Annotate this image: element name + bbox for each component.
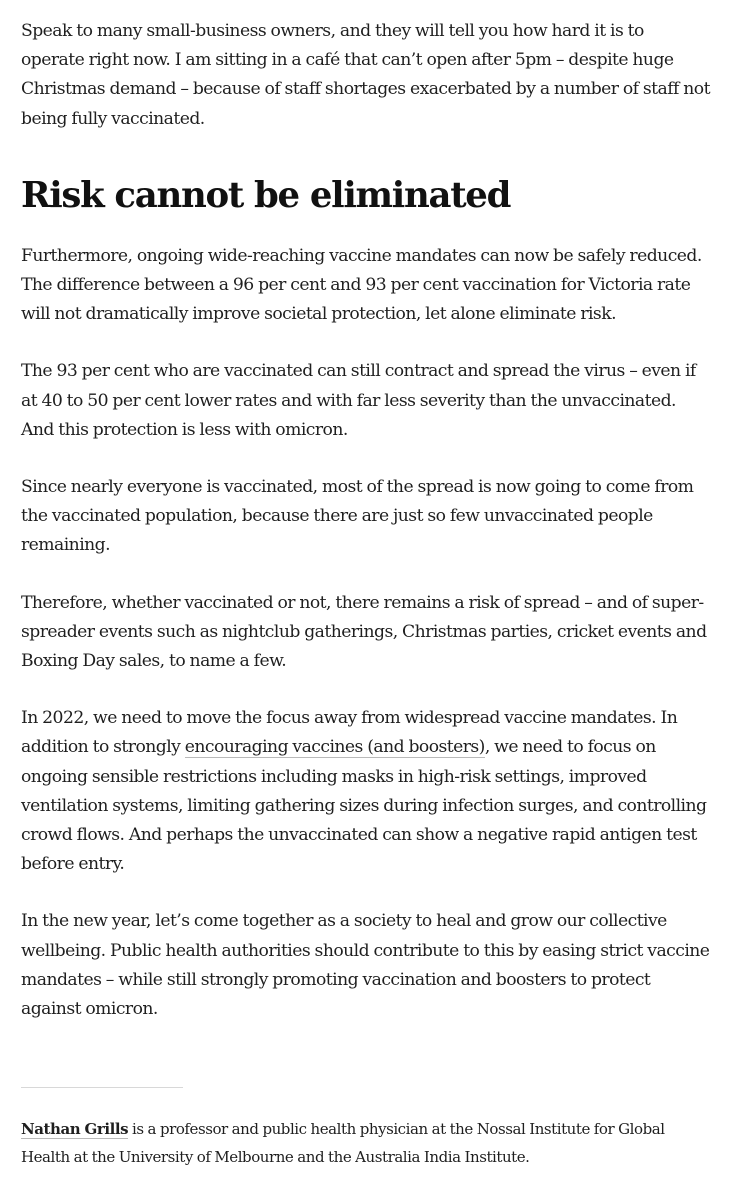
encouraging-vaccines-link[interactable]: encouraging vaccines (and boosters)	[184, 737, 485, 758]
closing-paragraph: In the new year, let’s come together as a society to heal and grow our collective wellbeing. Public health authorities should contribute to this by easing strict vaccine mandates – while still strongly promoting vaccination and boosters to protect against omicron.	[21, 911, 710, 1020]
author-name-link[interactable]: Nathan Grills	[21, 1120, 129, 1138]
article-body	[21, 17, 711, 1052]
section-heading: Risk cannot be eliminated	[21, 174, 511, 216]
intro-paragraph: Speak to many small-business owners, and they will tell you how hard it is to operate right now. I am sitting in a café that can’t open after 5pm – despite huge Christmas demand – because of staff shortages exacerbated by a number of staff not being fully vaccinated.	[21, 21, 710, 129]
body-paragraph: Since nearly everyone is vaccinated, most of the spread is now going to come from the vaccinated population, because there are just so few unvaccinated people remaining.	[21, 477, 694, 556]
focus-paragraph	[21, 704, 711, 879]
author-bio-text: is a professor and public health physician at the Nossal Institute for Global Health at the University of Melbourne and the Australia India Institute.	[21, 1120, 665, 1166]
focus-text-after-link: , we need to focus on ongoing sensible restrictions including masks in high-risk settings, improved ventilation systems, limiting gathering sizes during infection surges, and controlling crowd flows. And perhaps the unvaccinated can show a negative rapid antigen test before entry.	[21, 737, 707, 875]
author-bio	[21, 1116, 711, 1171]
body-paragraph: Furthermore, ongoing wide-reaching vaccine mandates can now be safely reduced. The difference between a 96 per cent and 93 per cent vaccination for Victoria rate will not dramatically improve societal protection, let alone eliminate risk.	[21, 245, 702, 325]
bio-divider	[21, 1087, 183, 1088]
focus-text-before-link: In 2022, we need to move the focus away from widespread vaccine mandates. In addition to strongly	[21, 708, 678, 758]
body-paragraph: Therefore, whether vaccinated or not, there remains a risk of spread – and of super-spreader events such as nightclub gatherings, Christmas parties, cricket events and Boxing Day sales, to name a few.	[21, 592, 707, 672]
body-paragraph: The 93 per cent who are vaccinated can still contract and spread the virus – even if at 40 to 50 per cent lower rates and with far less severity than the unvaccinated. And this protection is less with omicron.	[21, 361, 696, 440]
